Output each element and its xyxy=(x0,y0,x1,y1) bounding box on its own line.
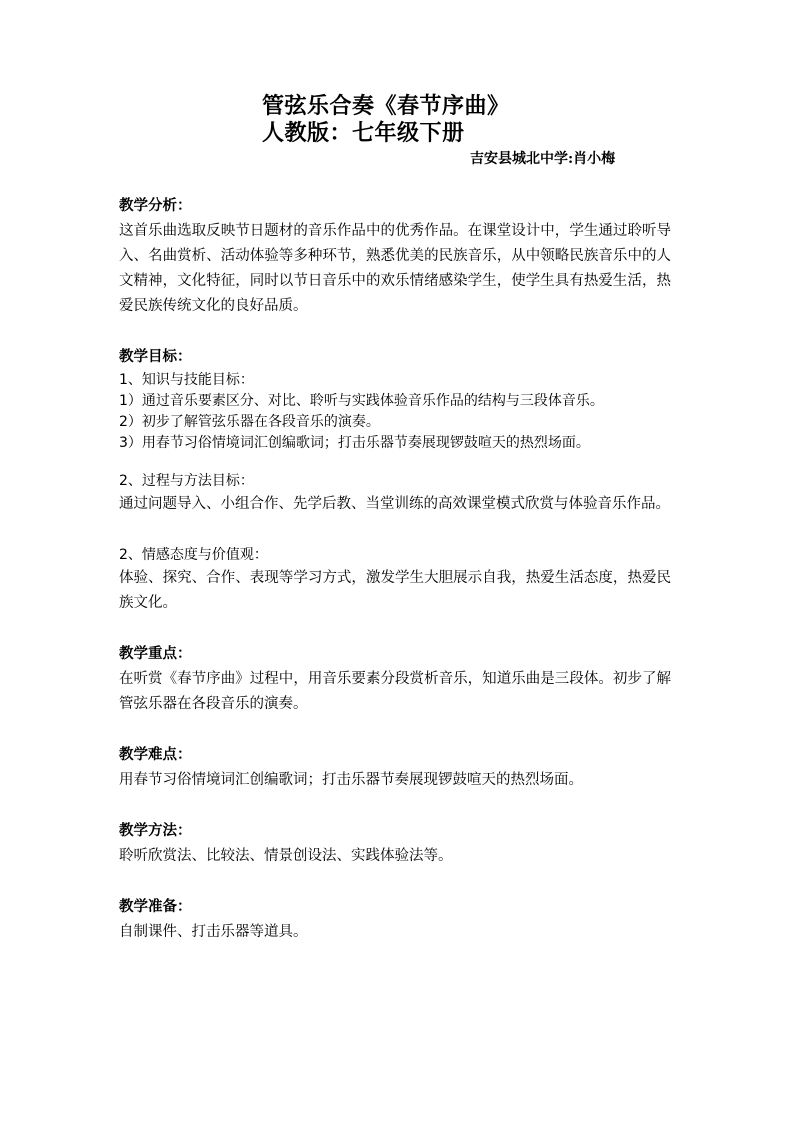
document-title: 管弦乐合奏《春节序曲》 xyxy=(262,93,510,119)
section-key-points xyxy=(119,642,671,717)
goal-emotion-text: 体验、探究、合作、表现等学习方式，激发学生大胆展示自我，热爱生活态度，热爱民族文化。 xyxy=(119,570,671,611)
goal-process-text: 通过问题导入、小组合作、先学后教、当堂训练的高效课堂模式欣赏与体验音乐作品。 xyxy=(119,496,670,512)
author-line: 吉安县城北中学:肖小梅 xyxy=(470,151,616,167)
document-body xyxy=(119,194,671,945)
goal-knowledge-item: 3）用春节习俗情境词汇创编歌词；打击乐器节奏展现锣鼓喧天的热烈场面。 xyxy=(119,435,590,451)
goal-process-title: 2、过程与方法目标： xyxy=(119,473,254,489)
section-heading-preparation: 教学准备： xyxy=(119,899,192,915)
section-goals xyxy=(119,345,671,616)
goal-emotion-title: 2、情感态度与价值观： xyxy=(119,547,268,563)
section-analysis xyxy=(119,194,671,319)
section-difficulties xyxy=(119,743,671,793)
goal-knowledge-item: 1）通过音乐要素区分、对比、聆听与实践体验音乐作品的结构与三段体音乐。 xyxy=(119,393,604,409)
section-heading-methods: 教学方法： xyxy=(119,823,192,839)
document-subtitle: 人教版：七年级下册 xyxy=(262,120,465,146)
preparation-text: 自制课件、打击乐器等道具。 xyxy=(119,924,308,940)
section-heading-goals: 教学目标： xyxy=(119,349,192,365)
section-heading-key-points: 教学重点： xyxy=(119,646,192,662)
analysis-text: 这首乐曲选取反映节日题材的音乐作品中的优秀作品。在课堂设计中，学生通过聆听导入、名曲赏析、活动体验等多种环节，熟悉优美的民族音乐，从中领略民族音乐中的人文精神，文化特征，同时以节日音乐中的欢乐情绪感染学生，使学生具有热爱生活，热爱民族传统文化的良好品质。 xyxy=(119,223,671,314)
key-points-text: 在听赏《春节序曲》过程中，用音乐要素分段赏析音乐，知道乐曲是三段体。初步了解管弦乐器在各段音乐的演奏。 xyxy=(119,671,671,712)
goal-knowledge-title: 1、知识与技能目标： xyxy=(119,372,254,388)
goal-knowledge-item: 2）初步了解管弦乐器在各段音乐的演奏。 xyxy=(119,414,380,430)
section-methods xyxy=(119,819,671,869)
section-preparation xyxy=(119,895,671,945)
methods-text: 聆听欣赏法、比较法、情景创设法、实践体验法等。 xyxy=(119,848,453,864)
section-heading-analysis: 教学分析： xyxy=(119,198,192,214)
difficulties-text: 用春节习俗情境词汇创编歌词；打击乐器节奏展现锣鼓喧天的热烈场面。 xyxy=(119,772,583,788)
section-heading-difficulties: 教学难点： xyxy=(119,747,192,763)
